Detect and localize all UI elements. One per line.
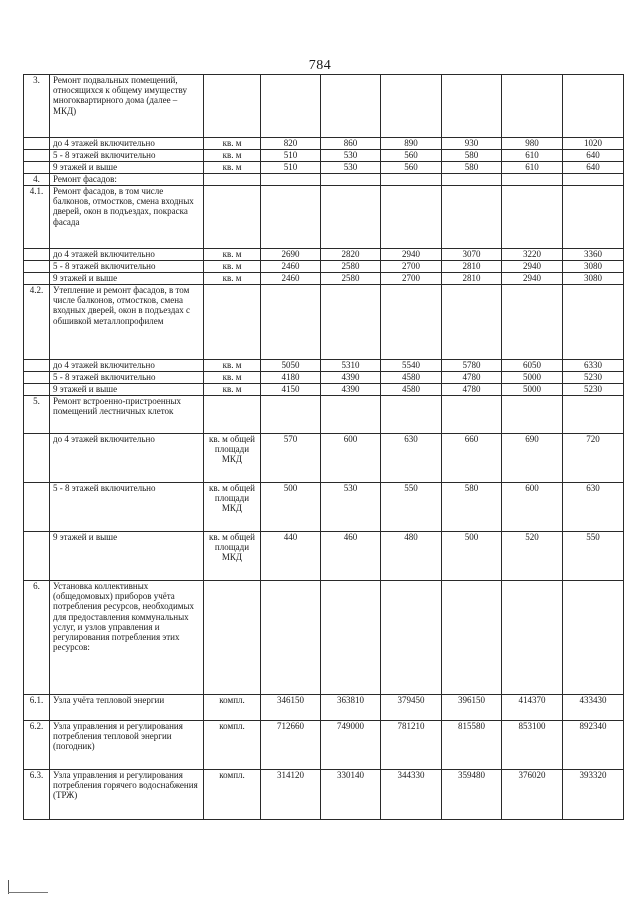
row-value-1: 820 — [261, 138, 321, 150]
row-value-1: 2690 — [261, 249, 321, 261]
row-value-4: 930 — [442, 138, 502, 150]
row-value-3 — [381, 581, 442, 695]
row-value-2: 860 — [321, 138, 381, 150]
row-value-2 — [321, 75, 381, 138]
row-value-5: 690 — [502, 434, 563, 483]
row-unit — [204, 174, 261, 186]
row-name: 5 - 8 этажей включительно — [50, 150, 204, 162]
row-value-1: 314120 — [261, 770, 321, 820]
row-number: 6.3. — [24, 770, 50, 820]
row-value-6: 3080 — [563, 261, 624, 273]
row-number: 4.2. — [24, 285, 50, 360]
row-value-1: 4150 — [261, 384, 321, 396]
row-name: до 4 этажей включительно — [50, 434, 204, 483]
row-name: Утепление и ремонт фасадов, в том числе балконов, отмостков, смена входных дверей, окон в подъездах с обшивкой металлопрофилем — [50, 285, 204, 360]
row-value-3: 4580 — [381, 372, 442, 384]
row-value-4: 359480 — [442, 770, 502, 820]
row-value-4: 660 — [442, 434, 502, 483]
row-value-6 — [563, 285, 624, 360]
row-value-3: 2700 — [381, 261, 442, 273]
row-value-6: 433430 — [563, 695, 624, 721]
row-value-3: 2700 — [381, 273, 442, 285]
row-unit — [204, 396, 261, 434]
row-number — [24, 162, 50, 174]
row-number — [24, 483, 50, 532]
row-value-2: 2580 — [321, 261, 381, 273]
row-value-5: 2940 — [502, 261, 563, 273]
row-value-1: 570 — [261, 434, 321, 483]
table-row — [24, 483, 624, 532]
row-unit: кв. м общей площади МКД — [204, 483, 261, 532]
row-value-3: 560 — [381, 162, 442, 174]
row-value-3 — [381, 186, 442, 249]
row-value-6 — [563, 396, 624, 434]
row-value-5 — [502, 285, 563, 360]
row-unit: кв. м общей площади МКД — [204, 532, 261, 581]
row-value-2: 749000 — [321, 721, 381, 770]
row-value-3 — [381, 174, 442, 186]
row-value-4: 815580 — [442, 721, 502, 770]
row-value-5: 853100 — [502, 721, 563, 770]
row-value-5: 6050 — [502, 360, 563, 372]
row-value-3: 480 — [381, 532, 442, 581]
row-value-3: 550 — [381, 483, 442, 532]
row-name: 9 этажей и выше — [50, 273, 204, 285]
row-name: до 4 этажей включительно — [50, 360, 204, 372]
row-unit: кв. м — [204, 372, 261, 384]
row-unit: кв. м — [204, 384, 261, 396]
row-name: 5 - 8 этажей включительно — [50, 261, 204, 273]
row-value-4: 3070 — [442, 249, 502, 261]
row-name: Ремонт подвальных помещений, относящихся к общему имуществу многоквартирного дома (далее – МКД) — [50, 75, 204, 138]
row-value-2 — [321, 186, 381, 249]
row-value-5: 3220 — [502, 249, 563, 261]
row-value-4: 580 — [442, 162, 502, 174]
table-row — [24, 721, 624, 770]
row-value-4: 500 — [442, 532, 502, 581]
row-unit: компл. — [204, 770, 261, 820]
row-value-1: 346150 — [261, 695, 321, 721]
row-value-2: 600 — [321, 434, 381, 483]
scan-edge-line — [8, 892, 48, 893]
row-value-6: 630 — [563, 483, 624, 532]
table-row — [24, 273, 624, 285]
row-unit: кв. м — [204, 360, 261, 372]
row-value-1 — [261, 285, 321, 360]
row-value-1 — [261, 186, 321, 249]
table-row — [24, 384, 624, 396]
row-number — [24, 384, 50, 396]
row-number: 6.1. — [24, 695, 50, 721]
row-value-6 — [563, 581, 624, 695]
row-value-2: 5310 — [321, 360, 381, 372]
row-value-2: 330140 — [321, 770, 381, 820]
row-value-3: 781210 — [381, 721, 442, 770]
row-number: 3. — [24, 75, 50, 138]
row-value-3: 890 — [381, 138, 442, 150]
row-value-1: 500 — [261, 483, 321, 532]
row-unit: кв. м — [204, 162, 261, 174]
row-unit: кв. м — [204, 138, 261, 150]
row-value-3: 5540 — [381, 360, 442, 372]
row-name: Ремонт фасадов: — [50, 174, 204, 186]
row-unit — [204, 581, 261, 695]
row-value-6 — [563, 75, 624, 138]
row-value-6: 3360 — [563, 249, 624, 261]
row-value-2 — [321, 174, 381, 186]
row-value-2 — [321, 285, 381, 360]
row-value-4 — [442, 186, 502, 249]
table-row — [24, 581, 624, 695]
row-value-1: 510 — [261, 150, 321, 162]
row-unit — [204, 75, 261, 138]
table-row — [24, 770, 624, 820]
row-value-5 — [502, 75, 563, 138]
row-value-1: 4180 — [261, 372, 321, 384]
row-value-5: 5000 — [502, 372, 563, 384]
row-value-5: 520 — [502, 532, 563, 581]
row-value-6: 1020 — [563, 138, 624, 150]
row-value-6: 5230 — [563, 384, 624, 396]
row-value-6: 550 — [563, 532, 624, 581]
row-value-1: 5050 — [261, 360, 321, 372]
row-value-5 — [502, 581, 563, 695]
table-body — [24, 75, 624, 820]
row-value-1: 440 — [261, 532, 321, 581]
row-value-4: 580 — [442, 150, 502, 162]
row-unit: компл. — [204, 721, 261, 770]
row-value-2: 530 — [321, 150, 381, 162]
row-value-4 — [442, 396, 502, 434]
row-unit: кв. м — [204, 249, 261, 261]
row-number — [24, 249, 50, 261]
row-value-6: 5230 — [563, 372, 624, 384]
row-value-2: 460 — [321, 532, 381, 581]
row-value-5: 610 — [502, 150, 563, 162]
row-name: Узла учёта тепловой энергии — [50, 695, 204, 721]
row-name: 9 этажей и выше — [50, 384, 204, 396]
row-number — [24, 261, 50, 273]
row-value-4 — [442, 581, 502, 695]
row-number — [24, 434, 50, 483]
row-value-4: 2810 — [442, 261, 502, 273]
row-value-4: 5780 — [442, 360, 502, 372]
row-value-6: 640 — [563, 150, 624, 162]
row-number: 5. — [24, 396, 50, 434]
row-value-4: 2810 — [442, 273, 502, 285]
row-number — [24, 273, 50, 285]
row-value-1 — [261, 174, 321, 186]
row-value-5 — [502, 396, 563, 434]
row-value-5 — [502, 186, 563, 249]
row-value-4: 580 — [442, 483, 502, 532]
row-number: 6.2. — [24, 721, 50, 770]
row-value-3 — [381, 75, 442, 138]
row-number: 6. — [24, 581, 50, 695]
row-value-6 — [563, 186, 624, 249]
table-row — [24, 695, 624, 721]
table-row — [24, 174, 624, 186]
row-name: 9 этажей и выше — [50, 532, 204, 581]
row-name: Узла управления и регулирования потребления горячего водоснабжения (ТРЖ) — [50, 770, 204, 820]
row-value-4: 4780 — [442, 372, 502, 384]
row-value-6: 6330 — [563, 360, 624, 372]
row-value-2: 4390 — [321, 372, 381, 384]
row-unit: кв. м — [204, 273, 261, 285]
row-number — [24, 532, 50, 581]
row-value-4 — [442, 174, 502, 186]
row-value-3 — [381, 285, 442, 360]
table-row — [24, 138, 624, 150]
table-row — [24, 434, 624, 483]
table-row — [24, 249, 624, 261]
row-value-4 — [442, 285, 502, 360]
row-unit: кв. м — [204, 150, 261, 162]
page-number: 784 — [308, 58, 332, 73]
row-value-3 — [381, 396, 442, 434]
row-value-5: 600 — [502, 483, 563, 532]
table-row — [24, 75, 624, 138]
price-table-container — [23, 74, 623, 820]
row-name: до 4 этажей включительно — [50, 249, 204, 261]
row-name: 5 - 8 этажей включительно — [50, 372, 204, 384]
row-name: 5 - 8 этажей включительно — [50, 483, 204, 532]
row-value-5: 376020 — [502, 770, 563, 820]
row-number — [24, 138, 50, 150]
row-name: 9 этажей и выше — [50, 162, 204, 174]
row-value-6: 393320 — [563, 770, 624, 820]
row-value-5: 610 — [502, 162, 563, 174]
table-row — [24, 186, 624, 249]
table-row — [24, 360, 624, 372]
row-unit — [204, 285, 261, 360]
table-row — [24, 372, 624, 384]
row-value-1: 2460 — [261, 273, 321, 285]
row-value-6: 640 — [563, 162, 624, 174]
row-value-2 — [321, 396, 381, 434]
row-value-1 — [261, 75, 321, 138]
row-value-5 — [502, 174, 563, 186]
row-unit: компл. — [204, 695, 261, 721]
row-number: 4.1. — [24, 186, 50, 249]
table-row — [24, 150, 624, 162]
row-value-2: 2580 — [321, 273, 381, 285]
row-value-3: 560 — [381, 150, 442, 162]
row-unit: кв. м общей площади МКД — [204, 434, 261, 483]
row-value-5: 5000 — [502, 384, 563, 396]
row-value-2: 530 — [321, 483, 381, 532]
row-value-1 — [261, 396, 321, 434]
row-value-5: 2940 — [502, 273, 563, 285]
row-unit: кв. м — [204, 261, 261, 273]
row-unit — [204, 186, 261, 249]
row-name: Ремонт встроенно-пристроенных помещений лестничных клеток — [50, 396, 204, 434]
row-value-2 — [321, 581, 381, 695]
table-row — [24, 532, 624, 581]
table-row — [24, 285, 624, 360]
row-value-2: 4390 — [321, 384, 381, 396]
row-number: 4. — [24, 174, 50, 186]
row-name: Установка коллективных (общедомовых) приборов учёта потребления ресурсов, необходимых для предоставления коммунальных услуг, и узлов управления и регулирования потребления этих ресурсов: — [50, 581, 204, 695]
row-value-4: 396150 — [442, 695, 502, 721]
row-number — [24, 360, 50, 372]
table-row — [24, 261, 624, 273]
table-row — [24, 396, 624, 434]
row-value-6: 892340 — [563, 721, 624, 770]
table-row — [24, 162, 624, 174]
price-table — [23, 74, 624, 820]
row-value-1: 712660 — [261, 721, 321, 770]
row-value-2: 363810 — [321, 695, 381, 721]
row-value-5: 414370 — [502, 695, 563, 721]
row-value-3: 630 — [381, 434, 442, 483]
row-number — [24, 150, 50, 162]
row-value-1: 510 — [261, 162, 321, 174]
row-value-3: 4580 — [381, 384, 442, 396]
row-value-2: 2820 — [321, 249, 381, 261]
row-value-6: 720 — [563, 434, 624, 483]
row-number — [24, 372, 50, 384]
row-value-6 — [563, 174, 624, 186]
row-value-2: 530 — [321, 162, 381, 174]
row-value-6: 3080 — [563, 273, 624, 285]
row-value-3: 379450 — [381, 695, 442, 721]
row-name: Ремонт фасадов, в том числе балконов, отмостков, смена входных дверей, окон в подъездах, покраска фасада — [50, 186, 204, 249]
row-value-1: 2460 — [261, 261, 321, 273]
row-name: Узла управления и регулирования потребления тепловой энергии (погодник) — [50, 721, 204, 770]
row-value-1 — [261, 581, 321, 695]
row-value-4 — [442, 75, 502, 138]
row-value-3: 2940 — [381, 249, 442, 261]
row-value-5: 980 — [502, 138, 563, 150]
row-value-4: 4780 — [442, 384, 502, 396]
row-value-3: 344330 — [381, 770, 442, 820]
row-name: до 4 этажей включительно — [50, 138, 204, 150]
